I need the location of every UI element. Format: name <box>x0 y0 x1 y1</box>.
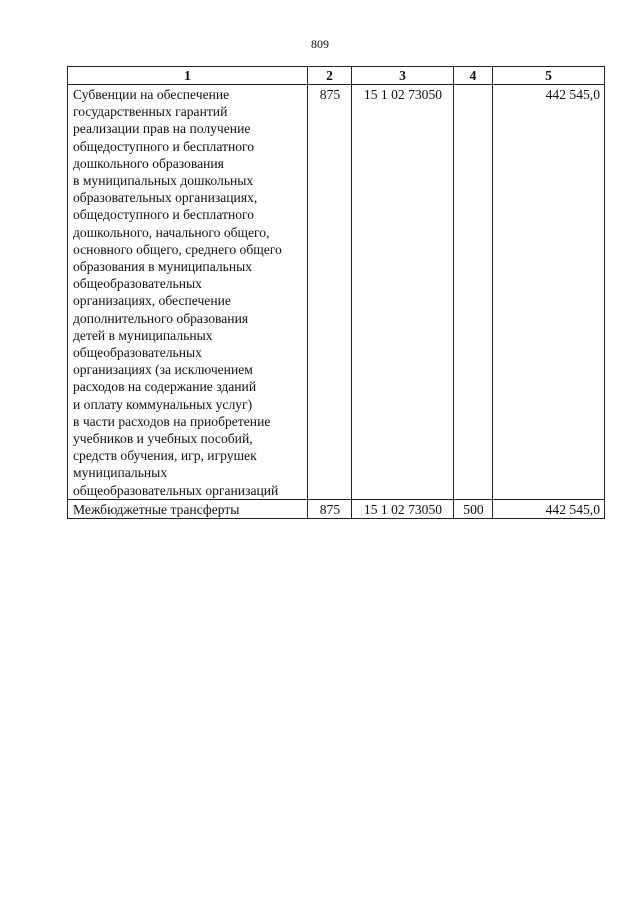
row-sum: 442 545,0 <box>493 499 605 518</box>
row-csr: 15 1 02 73050 <box>352 85 454 500</box>
row-sum: 442 545,0 <box>493 85 605 500</box>
budget-table <box>67 66 605 519</box>
header-col-3: 3 <box>352 67 454 85</box>
table-row <box>68 499 605 518</box>
row-ved: 875 <box>308 499 352 518</box>
row-description: Субвенции на обеспечение государственных гарантий реализации прав на получение общедоступного и бесплатного дошкольного образования в муниципальных дошкольных образовательных организациях, общедоступного и бесплатного дошкольного, начального общего, основного общего, среднего общего образования в муниципальных общеобразовательных организациях, обеспечение дополнительного образования детей в муниципальных общеобразовательных организациях (за исключением расходов на содержание зданий и оплату коммунальных услуг) в части расходов на приобретение учебников и учебных пособий, средств обучения, игр, игрушек муниципальных общеобразовательных организаций <box>68 85 308 500</box>
table-header-row <box>68 67 605 85</box>
page-number: 809 <box>311 37 329 51</box>
row-vr: 500 <box>454 499 493 518</box>
row-csr: 15 1 02 73050 <box>352 499 454 518</box>
header-col-4: 4 <box>454 67 493 85</box>
header-col-5: 5 <box>493 67 605 85</box>
header-col-1: 1 <box>68 67 308 85</box>
row-ved: 875 <box>308 85 352 500</box>
row-vr <box>454 85 493 500</box>
table-row <box>68 85 605 500</box>
header-col-2: 2 <box>308 67 352 85</box>
row-description: Межбюджетные трансферты <box>68 499 308 518</box>
